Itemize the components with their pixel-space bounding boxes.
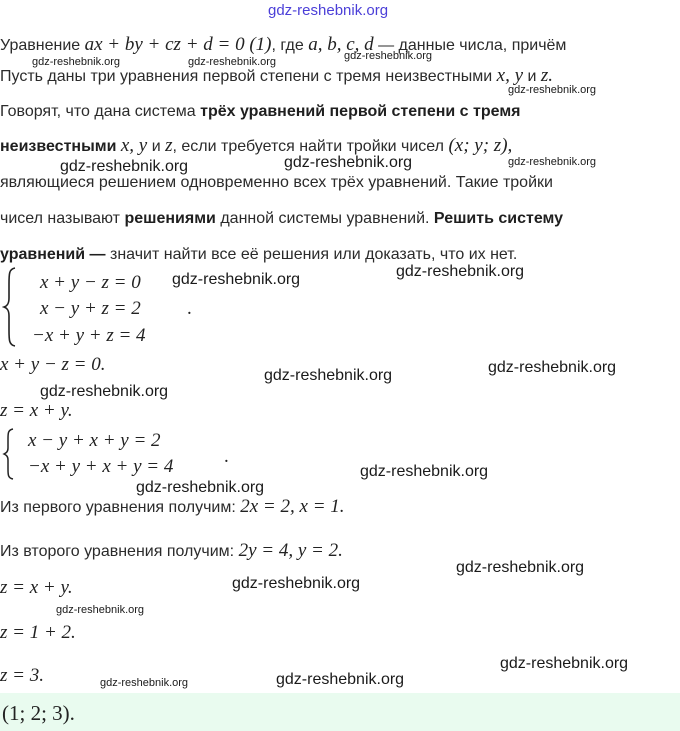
result-line-2 bbox=[0, 541, 343, 562]
answer-box bbox=[0, 693, 680, 731]
watermark: gdz-reshebnik.org bbox=[456, 559, 585, 576]
triple: (x; y; z), bbox=[448, 135, 513, 156]
watermark: gdz-reshebnik.org bbox=[276, 671, 405, 688]
paragraph-line-4 bbox=[0, 136, 512, 157]
step-1: x + y − z = 0. bbox=[0, 354, 106, 375]
var-z: z bbox=[165, 135, 173, 156]
step-4: z = 1 + 2. bbox=[0, 622, 76, 643]
vars-xy: x, y bbox=[120, 135, 148, 156]
bold-text: Решить систему bbox=[433, 210, 564, 227]
paragraph-line-2 bbox=[0, 66, 553, 87]
watermark: gdz-reshebnik.org bbox=[40, 383, 169, 400]
watermark: gdz-reshebnik.org bbox=[344, 50, 433, 62]
watermark: gdz-reshebnik.org bbox=[508, 84, 597, 96]
var-z: z. bbox=[540, 65, 554, 86]
equation-1: ax + by + cz + d = 0 (1) bbox=[84, 34, 272, 55]
left-brace-icon bbox=[2, 266, 18, 348]
system-1-dot: . bbox=[187, 298, 192, 319]
watermark: gdz-reshebnik.org bbox=[60, 158, 189, 175]
paragraph-line-6 bbox=[0, 209, 563, 229]
watermark: gdz-reshebnik.org bbox=[488, 359, 617, 376]
text: Из первого уравнения получим: bbox=[0, 499, 236, 516]
left-brace-icon bbox=[2, 427, 16, 481]
watermark: gdz-reshebnik.org bbox=[136, 479, 265, 496]
bold-text: неизвестными bbox=[0, 138, 117, 155]
watermark: gdz-reshebnik.org bbox=[264, 367, 393, 384]
watermark: gdz-reshebnik.org bbox=[500, 655, 629, 672]
text: Уравнение bbox=[0, 37, 81, 54]
text: , если требуется найти тройки чисел bbox=[172, 138, 444, 155]
step-3: z = x + y. bbox=[0, 577, 73, 598]
watermark: gdz-reshebnik.org bbox=[232, 575, 361, 592]
watermark: gdz-reshebnik.org bbox=[188, 56, 277, 68]
watermark: gdz-reshebnik.org bbox=[56, 604, 145, 616]
text: и bbox=[527, 68, 537, 85]
coefficients: a, b, c, d bbox=[308, 34, 374, 55]
text: чисел называют bbox=[0, 210, 121, 227]
vars-xy: x, y bbox=[496, 65, 524, 86]
watermark-top: gdz-reshebnik.org bbox=[268, 2, 389, 19]
paragraph-line-3 bbox=[0, 102, 520, 122]
system-2-row: −x + y + x + y = 4 bbox=[28, 456, 174, 477]
text: , где bbox=[271, 37, 304, 54]
paragraph-line-1 bbox=[0, 35, 566, 56]
system-1-row: −x + y + z = 4 bbox=[32, 325, 146, 346]
step-5: z = 3. bbox=[0, 665, 44, 686]
text: и bbox=[151, 138, 161, 155]
text: — данные числа, причём bbox=[378, 37, 567, 54]
result-line-1 bbox=[0, 497, 345, 518]
watermark: gdz-reshebnik.org bbox=[32, 56, 121, 68]
system-2-dot: . bbox=[224, 446, 229, 467]
step-2: z = x + y. bbox=[0, 400, 73, 421]
answer-text: (1; 2; 3). bbox=[2, 701, 75, 725]
watermark: gdz-reshebnik.org bbox=[284, 154, 413, 171]
watermark: gdz-reshebnik.org bbox=[396, 263, 525, 280]
watermark: gdz-reshebnik.org bbox=[100, 677, 189, 689]
bold-text: решениями bbox=[124, 210, 216, 227]
text: Пусть даны три уравнения первой степени с тремя неизвестными bbox=[0, 68, 493, 85]
watermark: gdz-reshebnik.org bbox=[172, 271, 301, 288]
equation: 2y = 4, y = 2. bbox=[238, 540, 343, 561]
equation: 2x = 2, x = 1. bbox=[240, 496, 345, 517]
text: Из второго уравнения получим: bbox=[0, 543, 235, 560]
text: Говорят, что дана система bbox=[0, 103, 196, 120]
watermark: gdz-reshebnik.org bbox=[508, 156, 597, 168]
paragraph-line-5: являющиеся решением одновременно всех трёх уравнений. Такие тройки bbox=[0, 174, 553, 191]
system-1-row: x − y + z = 2 bbox=[40, 298, 141, 319]
watermark: gdz-reshebnik.org bbox=[360, 463, 489, 480]
bold-text: трёх уравнений первой степени с тремя bbox=[200, 103, 521, 120]
system-2-row: x − y + x + y = 2 bbox=[28, 430, 161, 451]
system-1-row: x + y − z = 0 bbox=[40, 272, 141, 293]
paragraph-line-7 bbox=[0, 245, 517, 265]
text: данной системы уравнений. bbox=[220, 210, 430, 227]
bold-text: уравнений — bbox=[0, 246, 106, 263]
text: значит найти все её решения или доказать, что их нет. bbox=[110, 246, 518, 263]
